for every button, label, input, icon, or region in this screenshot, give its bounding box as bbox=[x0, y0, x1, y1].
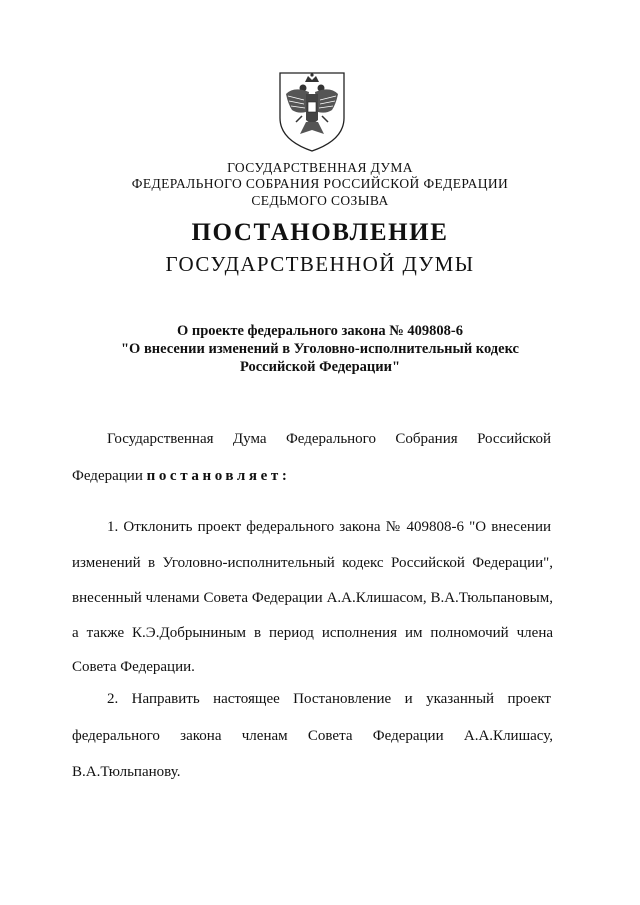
paragraph-1-line-4: а также К.Э.Добрыниным в период исполнения им полномочий члена bbox=[72, 625, 553, 641]
org-name-line-3: СЕДЬМОГО СОЗЫВА bbox=[251, 193, 389, 208]
paragraph-2-line-2: федерального закона членам Совета Федерации А.А.Клишасу, bbox=[72, 728, 553, 744]
paragraph-2-line-3: В.А.Тюльпанову. bbox=[72, 764, 181, 780]
subject-line-3: Российской Федерации" bbox=[239, 359, 401, 375]
intro-text: Федерации bbox=[72, 468, 147, 484]
coat-of-arms-icon bbox=[276, 70, 348, 154]
paragraph-1-line-2: изменений в Уголовно-исполнительный кодекс Российской Федерации", bbox=[72, 555, 553, 571]
document-title: ПОСТАНОВЛЕНИЕ bbox=[191, 219, 449, 246]
org-name-line-2: ФЕДЕРАЛЬНОГО СОБРАНИЯ РОССИЙСКОЙ ФЕДЕРАЦИИ bbox=[131, 176, 509, 191]
org-name-line-1: ГОСУДАРСТВЕННАЯ ДУМА bbox=[227, 160, 413, 175]
paragraph-1-line-5: Совета Федерации. bbox=[72, 659, 195, 675]
paragraph-1-line-3: внесенный членами Совета Федерации А.А.Клишасом, В.А.Тюльпановым, bbox=[72, 590, 553, 606]
document-subtitle: ГОСУДАРСТВЕННОЙ ДУМЫ bbox=[165, 252, 475, 276]
paragraph-1-line-1: 1. Отклонить проект федерального закона № 409808-6 "О внесении bbox=[107, 519, 551, 535]
resolves-word: постановляет: bbox=[146, 468, 291, 484]
subject-line-1: О проекте федерального закона № 409808-6 bbox=[176, 323, 464, 339]
subject-line-2: "О внесении изменений в Уголовно-исполнительный кодекс bbox=[121, 341, 519, 357]
intro-line-1: Государственная Дума Федерального Собрания Российской bbox=[107, 431, 551, 447]
paragraph-2-line-1: 2. Направить настоящее Постановление и указанный проект bbox=[107, 691, 551, 707]
intro-line-2 bbox=[72, 468, 553, 485]
